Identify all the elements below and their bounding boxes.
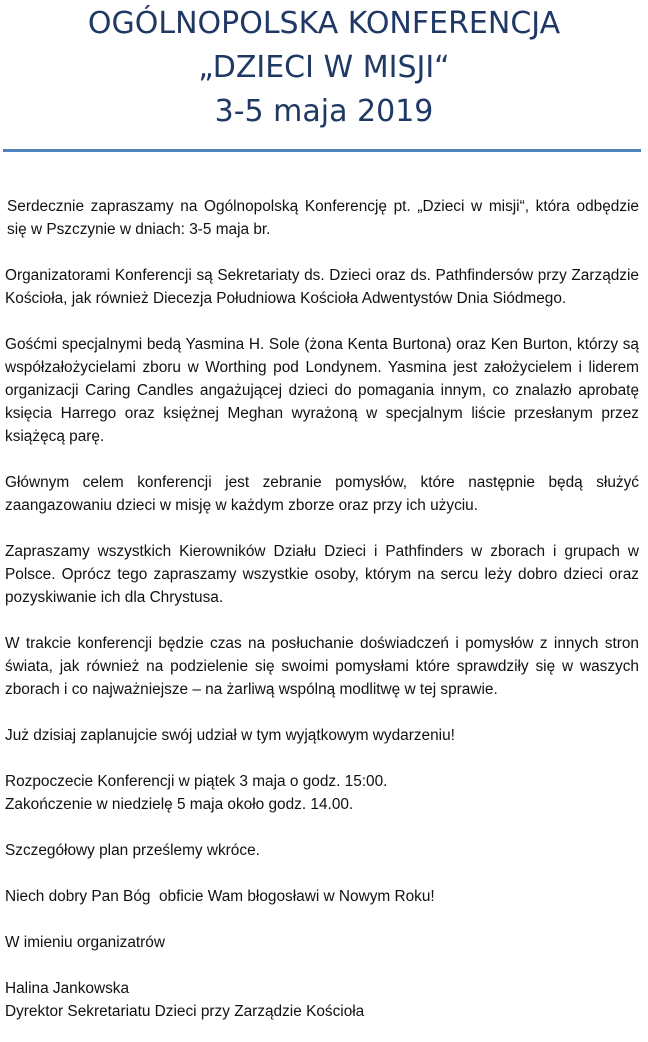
paragraph-details: Szczegółowy plan prześlemy wkróce.: [5, 842, 260, 859]
signature-position: Dyrektor Sekretariatu Dzieci przy Zarządzie Kościoła: [5, 1003, 365, 1020]
paragraph-end-time: Zakończenie w niedzielę 5 maja około godz. 14.00.: [5, 796, 354, 813]
paragraph-program: W trakcie konferencji będzie czas na posłuchanie doświadczeń i pomysłów z innych stron świata, jak również na podzielenie się swoimi pomysłami które sprawdziły się w waszych zborach i co najważniejsze – na żarliwą wspólną modlitwę w tej sprawie.: [5, 635, 639, 698]
document-body: [5, 195, 639, 1023]
paragraph-goal: Głównym celem konferencji jest zebranie pomysłów, które następnie będą służyć zaangazowaniu dzieci w misję w każdym zborze oraz przy ich użyciu.: [5, 474, 639, 514]
document-header: [0, 2, 648, 134]
signature-name: Halina Jankowska: [5, 980, 130, 997]
paragraph-blessing: Niech dobry Pan Bóg obficie Wam błogosławi w Nowym Roku!: [5, 888, 435, 905]
paragraph-invitation: Serdecznie zapraszamy na Ogólnopolską Konferencję pt. „Dzieci w misji“, która odbędzie się w Pszczynie w dniach: 3-5 maja br.: [7, 198, 639, 238]
paragraph-invite-all: Zapraszamy wszystkich Kierowników Działu Dzieci i Pathfinders w zborach i grupach w Polsce. Oprócz tego zapraszamy wszystkie osoby, którym na sercu leży dobro dzieci oraz pozyskiwanie ich dla Chrystusa.: [5, 543, 639, 606]
header-divider: [3, 149, 641, 152]
paragraph-start-time: Rozpoczecie Konferencji w piątek 3 maja o godz. 15:00.: [5, 773, 388, 790]
paragraph-plan-now: Już dzisiaj zaplanujcie swój udział w tym wyjątkowym wydarzeniu!: [5, 727, 455, 744]
title-line-3: 3-5 maja 2019: [214, 94, 434, 129]
title-line-1: OGÓLNOPOLSKA KONFERENCJA: [87, 6, 561, 41]
paragraph-guests: Gośćmi specjalnymi bedą Yasmina H. Sole (żona Kenta Burtona) oraz Ken Burton, którzy są współzałożycielami zboru w Worthing pod Londynem. Yasmina jest założycielem i liderem organizacji Caring Candles angażującej dzieci do pomagania innym, co znalazło aprobatę księcia Harrego oraz księżnej Meghan wyrażoną w specjalnym liście przesłanym przez książęcą parę.: [5, 336, 639, 445]
title-line-2: „DZIECI W MISJI“: [198, 50, 450, 85]
paragraph-organizers: Organizatorami Konferencji są Sekretariaty ds. Dzieci oraz ds. Pathfindersów przy Zarządzie Kościoła, jak również Diecezja Południowa Kościoła Adwentystów Dnia Siódmego.: [5, 267, 639, 307]
signature-block: [5, 977, 639, 1023]
paragraph-on-behalf: W imieniu organizatrów: [5, 934, 165, 951]
